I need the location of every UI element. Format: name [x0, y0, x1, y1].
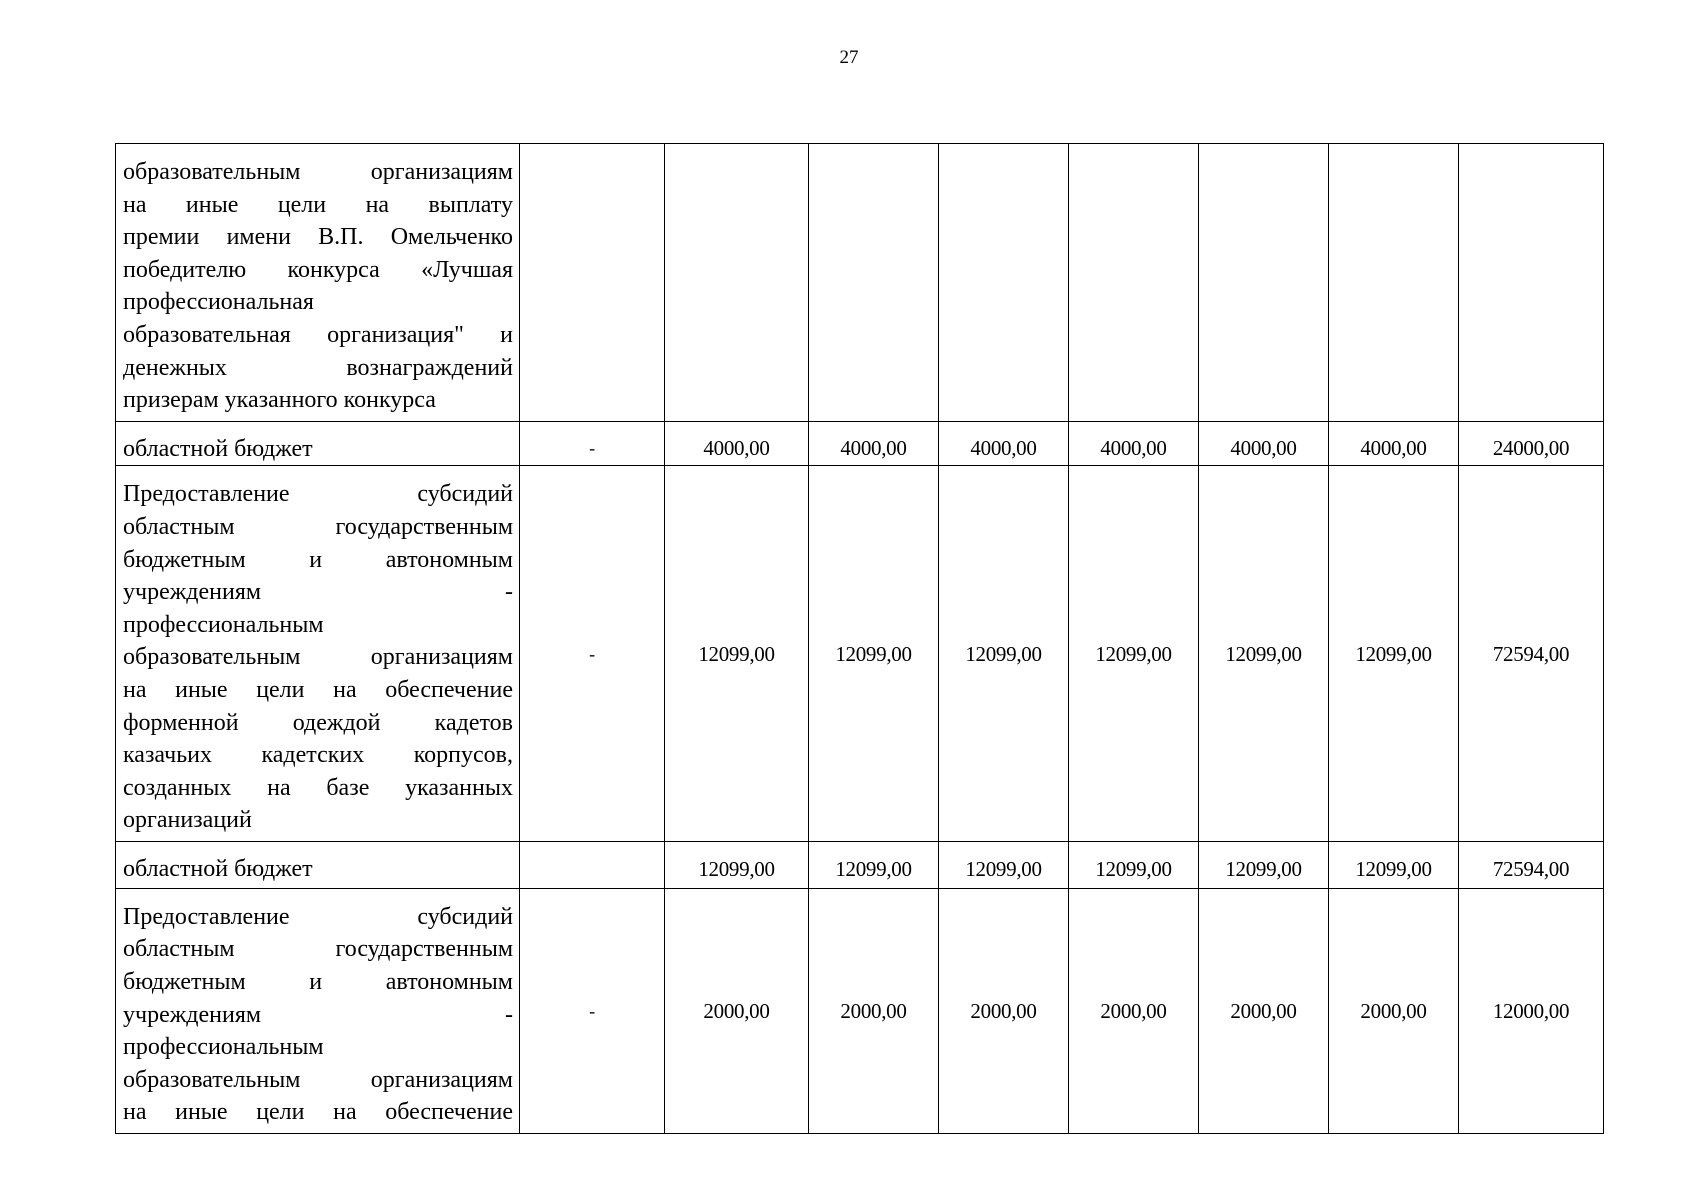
amount-cell — [809, 144, 939, 422]
description-row — [116, 144, 1604, 422]
description-row — [116, 888, 1604, 1133]
description-line: образовательная организация" и — [123, 321, 513, 348]
description-line: образовательным организациям — [123, 159, 513, 185]
description-line: профессиональная — [123, 289, 314, 316]
description-cell — [116, 841, 520, 888]
description-line: бюджетным и автономным — [123, 969, 513, 996]
total-cell: 72594,00 — [1459, 841, 1604, 888]
total-cell — [1459, 144, 1604, 422]
description-line: форменной одеждой кадетов — [123, 709, 513, 736]
description-line: победителю конкурса «Лучшая — [123, 256, 513, 283]
amount-cell — [939, 144, 1069, 422]
description-cell — [116, 466, 520, 842]
budget-label: областной бюджет — [123, 855, 313, 882]
amount-cell: 12099,00 — [1199, 841, 1329, 888]
amount-cell: 4000,00 — [1329, 421, 1459, 466]
amount-cell: 12099,00 — [1329, 466, 1459, 842]
dash-cell — [520, 144, 665, 422]
amount-cell: 12099,00 — [665, 466, 809, 842]
description-cell — [116, 421, 520, 466]
amount-cell: 4000,00 — [1069, 421, 1199, 466]
amount-cell — [1329, 144, 1459, 422]
description-line: областным государственным — [123, 936, 513, 963]
description-line: Предоставление субсидий — [123, 481, 513, 508]
dash-cell — [520, 841, 665, 888]
description-line: на иные цели на выплату — [123, 191, 513, 218]
budget-label: областной бюджет — [123, 435, 313, 462]
amount-cell: 12099,00 — [1329, 841, 1459, 888]
amount-cell: 4000,00 — [809, 421, 939, 466]
total-cell: 24000,00 — [1459, 421, 1604, 466]
description-line: денежных вознаграждений — [123, 354, 513, 381]
amount-cell: 2000,00 — [1199, 888, 1329, 1133]
total-cell: 72594,00 — [1459, 466, 1604, 842]
description-line: бюджетным и автономным — [123, 546, 513, 573]
amount-cell: 12099,00 — [1069, 466, 1199, 842]
description-line: Предоставление субсидий — [123, 903, 513, 930]
amount-cell: 12099,00 — [939, 466, 1069, 842]
amount-cell: 2000,00 — [665, 888, 809, 1133]
amount-cell — [665, 144, 809, 422]
dash-cell: - — [520, 466, 665, 842]
dash-cell: - — [520, 888, 665, 1133]
total-cell: 12000,00 — [1459, 888, 1604, 1133]
description-line: областным государственным — [123, 513, 513, 540]
budget-table — [115, 143, 1604, 1134]
description-line: на иные цели на обеспечение — [123, 676, 513, 703]
amount-cell: 2000,00 — [939, 888, 1069, 1133]
description-line: образовательным организациям — [123, 1066, 513, 1093]
amount-cell: 2000,00 — [809, 888, 939, 1133]
amount-cell: 12099,00 — [809, 466, 939, 842]
description-line: на иные цели на обеспечение — [123, 1099, 513, 1126]
description-line: казачьих кадетских корпусов, — [123, 742, 513, 769]
amount-cell: 2000,00 — [1329, 888, 1459, 1133]
description-line: профессиональным — [123, 1034, 324, 1061]
amount-cell: 12099,00 — [665, 841, 809, 888]
amount-cell: 4000,00 — [1199, 421, 1329, 466]
amount-cell: 2000,00 — [1069, 888, 1199, 1133]
amount-cell — [1069, 144, 1199, 422]
description-line: созданных на базе указанных — [123, 774, 513, 801]
description-line: премии имени В.П. Омельченко — [123, 224, 513, 251]
dash-cell: - — [520, 421, 665, 466]
description-line: образовательным организациям — [123, 644, 513, 671]
amount-cell: 4000,00 — [665, 421, 809, 466]
description-cell — [116, 888, 520, 1133]
description-line: профессиональным — [123, 611, 324, 638]
budget-row — [116, 421, 1604, 466]
description-line: призерам указанного конкурса — [123, 387, 436, 414]
page-number: 27 — [839, 47, 859, 68]
amount-cell: 12099,00 — [1069, 841, 1199, 888]
description-row — [116, 466, 1604, 842]
budget-row — [116, 841, 1604, 888]
description-cell — [116, 144, 520, 422]
description-line: организаций — [123, 807, 252, 834]
amount-cell: 12099,00 — [809, 841, 939, 888]
amount-cell: 12099,00 — [939, 841, 1069, 888]
amount-cell: 12099,00 — [1199, 466, 1329, 842]
amount-cell: 4000,00 — [939, 421, 1069, 466]
amount-cell — [1199, 144, 1329, 422]
description-line: учреждениям - — [123, 1001, 513, 1028]
description-line: учреждениям - — [123, 579, 513, 606]
table-body — [116, 144, 1604, 1134]
